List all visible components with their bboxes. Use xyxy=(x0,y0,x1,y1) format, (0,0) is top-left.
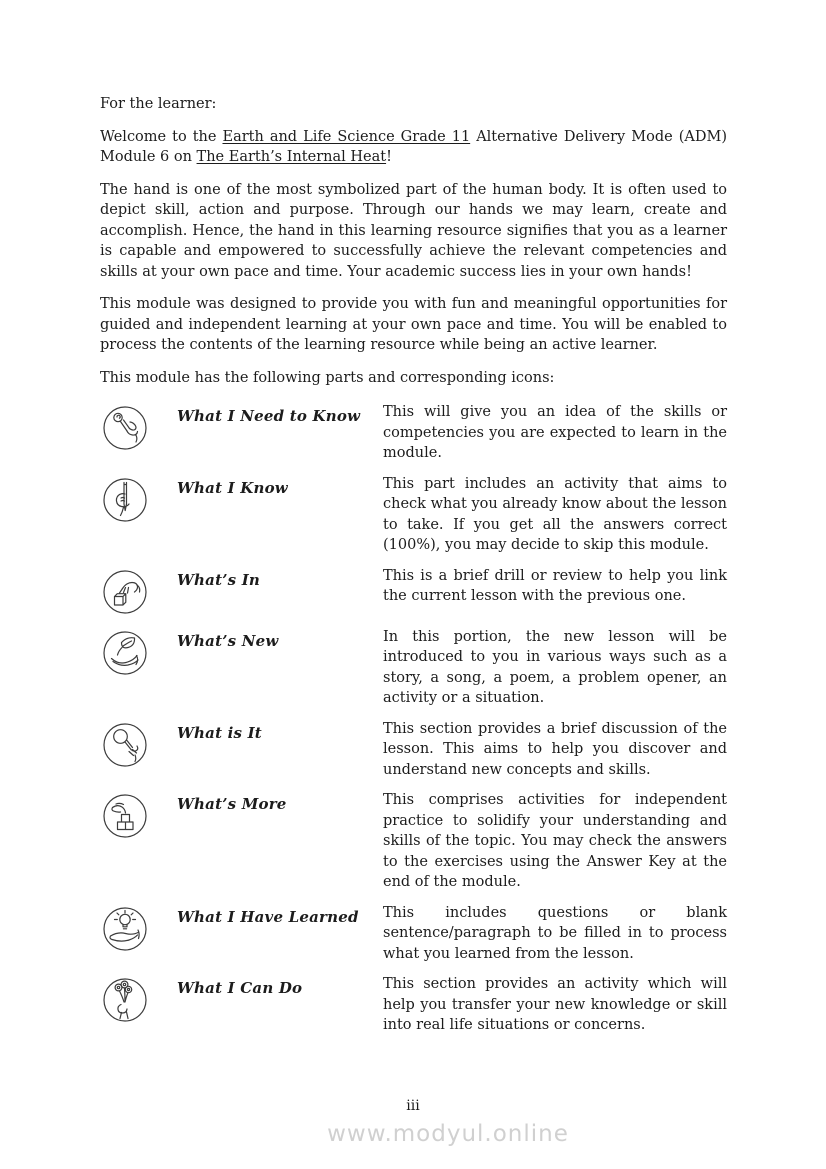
part-label: What I Need to Know xyxy=(177,407,361,425)
hand-picking-block-icon xyxy=(100,566,177,617)
part-label: What I Can Do xyxy=(177,979,303,997)
page-content xyxy=(100,94,727,1046)
part-description: This part includes an activity that aims to check what you already know about the lesson to take. If you get all the answers correct (100%), you may decide to skip this module. xyxy=(383,475,727,553)
hand-stacking-blocks-icon xyxy=(100,790,177,841)
underlined-course-title: Earth and Life Science Grade 11 xyxy=(222,128,471,145)
hand-holding-leaf-icon xyxy=(100,627,177,678)
module-part-row xyxy=(100,627,727,709)
welcome-pre: Welcome to the xyxy=(100,128,223,145)
part-description: This section provides an activity which will help you transfer your new knowledge or skill into real life situations or concerns. xyxy=(383,976,727,1033)
module-part-row xyxy=(100,566,727,617)
hand-pressing-button-icon xyxy=(100,402,177,453)
hand-holding-pencil-icon xyxy=(100,474,177,525)
module-parts-table xyxy=(100,402,727,1036)
part-label: What’s New xyxy=(177,631,279,650)
welcome-paragraph xyxy=(100,127,727,168)
welcome-mid: Alternative Delivery Mode (ADM) Module 6 on xyxy=(100,128,727,165)
module-part-row xyxy=(100,474,727,556)
module-part-row xyxy=(100,402,727,464)
part-description: This section provides a brief discussion of the lesson. This aims to help you discover and understand new concepts and skills. xyxy=(383,720,727,778)
part-label: What I Have Learned xyxy=(177,907,359,926)
parts-intro-line: This module has the following parts and corresponding icons: xyxy=(100,369,555,386)
part-label: What’s In xyxy=(177,570,261,589)
part-label: What is It xyxy=(177,723,262,742)
part-description: This includes questions or blank sentence/paragraph to be filled in to process what you learned from the lesson. xyxy=(383,904,727,962)
part-description: This will give you an idea of the skills or competencies you are expected to learn in the module. xyxy=(383,404,727,461)
salutation: For the learner: xyxy=(100,96,217,112)
module-part-row xyxy=(100,974,727,1036)
module-part-row xyxy=(100,719,727,781)
underlined-module-title: The Earth’s Internal Heat xyxy=(196,149,387,165)
hand-holding-magnifier-icon xyxy=(100,719,177,770)
module-design-paragraph: This module was designed to provide you with fun and meaningful opportunities for guided and independent learning at your own pace and time. You will be enabled to process the contents of the learning resource while being an active learner. xyxy=(100,296,727,353)
module-part-row xyxy=(100,903,727,965)
welcome-post: ! xyxy=(386,149,392,165)
part-label: What I Know xyxy=(177,478,288,497)
page-number: iii xyxy=(406,1098,420,1114)
module-part-row xyxy=(100,790,727,893)
watermark-text: www.modyul.online xyxy=(327,1121,569,1147)
part-label: What’s More xyxy=(177,795,287,813)
part-description: This is a brief drill or review to help you link the current lesson with the previous one. xyxy=(383,567,727,604)
part-description: This comprises activities for independent practice to solidify your understanding and skills of the topic. You may check the answers to the exercises using the Answer Key at the end of the module. xyxy=(383,792,727,890)
part-description: In this portion, the new lesson will be introduced to you in various ways such as a story, a song, a poem, a problem opener, an activity or a situation. xyxy=(383,628,727,706)
hand-symbolism-paragraph: The hand is one of the most symbolized part of the human body. It is often used to depict skill, action and purpose. Through our hands we may learn, create and accomplish. Hence, the hand in this learning resource signifies that you as a learner is capable and empowered to successfully achieve the relevant competencies and skills at your own pace and time. Your academic success lies in your own hands! xyxy=(100,181,727,280)
hand-with-lightbulb-icon xyxy=(100,903,177,954)
hand-holding-flowers-icon xyxy=(100,974,177,1025)
